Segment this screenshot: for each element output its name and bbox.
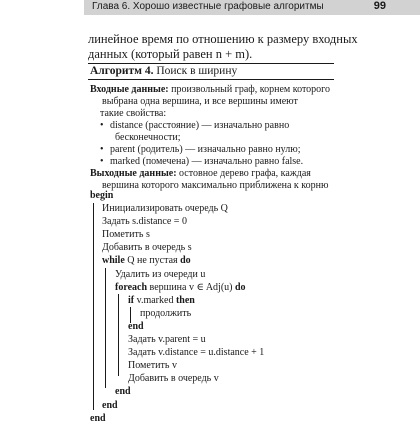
algorithm-name: Поиск в ширину <box>156 65 238 77</box>
code-begin: begin <box>90 190 114 201</box>
input-label: Входные данные: <box>90 84 169 95</box>
input-line-2: выбрана одна вершина, и все вершины имеют <box>102 96 298 107</box>
code-line: Добавить в очередь v <box>128 373 219 385</box>
pseudocode <box>90 189 340 425</box>
intro-line-1: линейное время по отношению к размеру входных <box>88 32 358 46</box>
code-line: Задать s.distance = 0 <box>102 216 187 228</box>
code-end: end <box>128 320 144 332</box>
code-end: end <box>102 399 118 411</box>
property-item: • parent (родитель) — изначально равно нулю; <box>100 144 301 155</box>
intro-line-2: данных (который равен n + m). <box>88 47 253 61</box>
code-line: Пометить v <box>128 360 177 372</box>
output-label: Выходные данные: <box>90 168 177 179</box>
chapter-title: Глава 6. Хорошо известные графовые алгоритмы <box>92 1 324 12</box>
code-if: if v.marked then <box>128 294 195 306</box>
property-item: • distance (расстояние) — изначально равно <box>100 120 290 131</box>
output-line-1: Выходные данные: остовное дерево графа, каждая <box>90 168 311 179</box>
intro-paragraph <box>88 32 358 62</box>
code-line: Инициализировать очередь Q <box>102 203 228 215</box>
output-line-2: вершина которого максимально приближена к корню <box>102 180 329 191</box>
algorithm-top-rule <box>88 63 334 64</box>
code-line: Задать v.distance = u.distance + 1 <box>128 347 265 359</box>
code-line: продолжить <box>140 307 192 319</box>
algorithm-spec <box>90 84 340 192</box>
page-number: 99 <box>373 0 386 12</box>
code-while: while Q не пустая do <box>102 255 191 267</box>
code-line: Добавить в очередь s <box>102 242 192 254</box>
bullet-icon: • <box>100 120 104 131</box>
algorithm-title-rule <box>88 79 334 80</box>
bullet-icon: • <box>100 156 104 167</box>
property-item: • marked (помечена) — изначально равно false. <box>100 156 304 167</box>
algorithm-label: Алгоритм 4. <box>90 65 154 77</box>
code-end: end <box>115 386 131 398</box>
algorithm-title <box>90 65 237 78</box>
code-end: end <box>90 412 106 424</box>
bullet-icon: • <box>100 144 104 155</box>
property-item-continuation: бесконечности; <box>115 132 181 143</box>
code-line: Пометить s <box>102 229 150 241</box>
input-line-1: Входные данные: произвольный граф, корнем которого <box>90 84 331 95</box>
code-line: Задать v.parent = u <box>128 334 206 346</box>
input-line-3: такие свойства: <box>100 108 167 119</box>
code-foreach: foreach вершина v ∈ Adj(u) do <box>115 281 246 293</box>
code-line: Удалить из очереди u <box>115 268 206 280</box>
